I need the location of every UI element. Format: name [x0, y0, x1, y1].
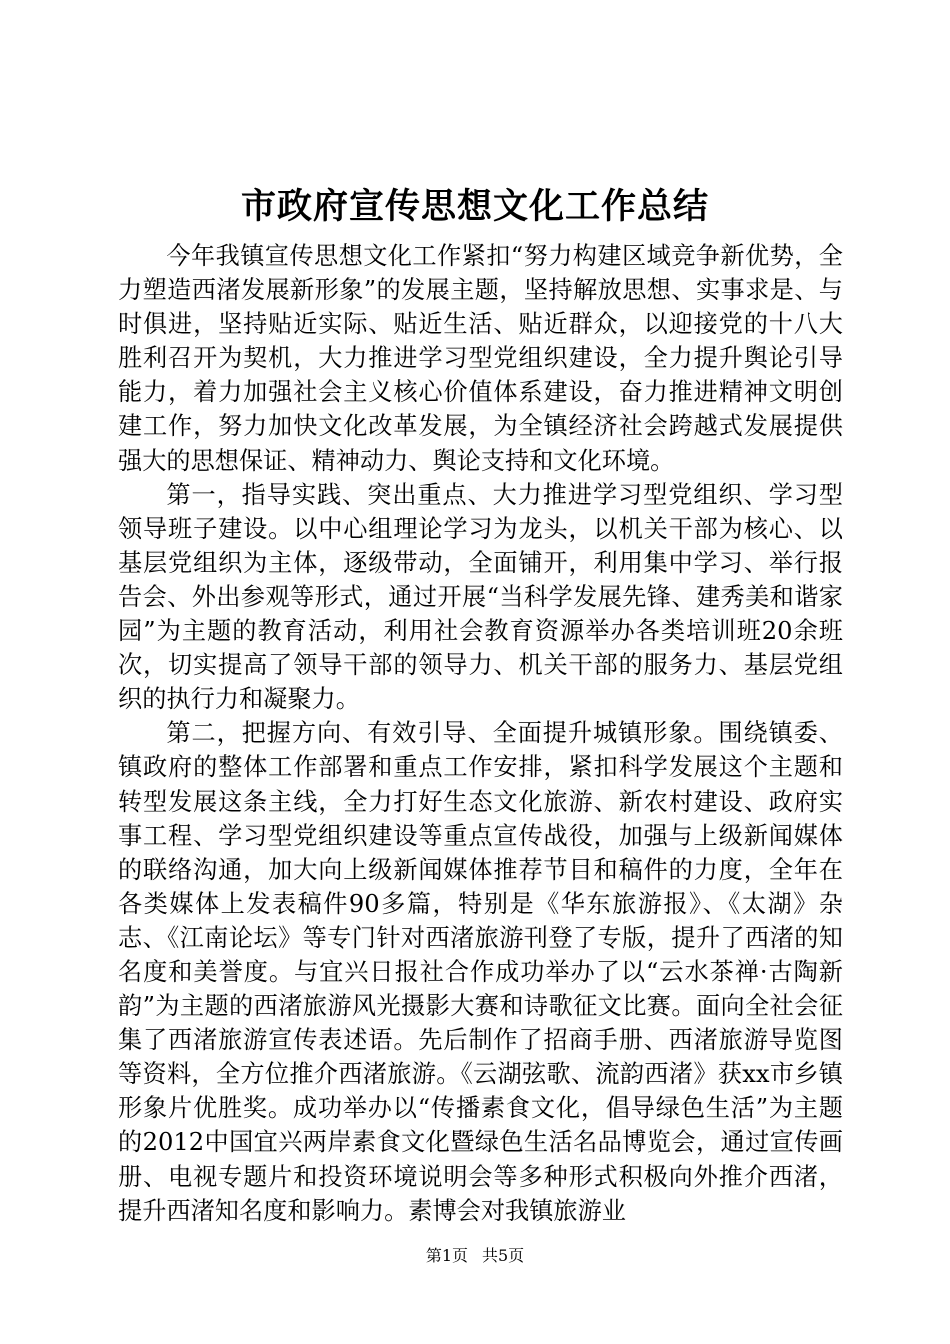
paragraph-first-point: 第一，指导实践、突出重点、大力推进学习型党组织、学习型领导班子建设。以中心组理论学习为龙头，以机关干部为核心、以基层党组织为主体，逐级带动，全面铺开，利用集中学习、举行报告会、外出参观等形式，通过开展“当科学发展先锋、建秀美和谐家园”为主题的教育活动，利用社会教育资源举办各类培训班20余班次，切实提高了领导干部的领导力、机关干部的服务力、基层党组织的执行力和凝聚力。: [118, 480, 843, 714]
paragraph-intro: 今年我镇宣传思想文化工作紧扣“努力构建区域竞争新优势，全力塑造西渚发展新形象”的发展主题，坚持解放思想、实事求是、与时俱进，坚持贴近实际、贴近生活、贴近群众，以迎接党的十八大胜利召开为契机，大力推进学习型党组织建设，全力提升舆论引导能力，着力加强社会主义核心价值体系建设，奋力推进精神文明创建工作，努力加快文化改革发展，为全镇经济社会跨越式发展提供强大的思想保证、精神动力、舆论支持和文化环境。: [118, 242, 843, 475]
page-total: 共5页: [482, 1246, 525, 1265]
page-number: 第1页: [425, 1246, 468, 1265]
document-title: 市政府宣传思想文化工作总结: [240, 186, 709, 227]
page-footer: [0, 1246, 950, 1266]
document-body: [118, 239, 843, 1228]
paragraph-second-point: 第二，把握方向、有效引导、全面提升城镇形象。围绕镇委、镇政府的整体工作部署和重点工作安排，紧扣科学发展这个主题和转型发展这条主线，全力打好生态文化旅游、新农村建设、政府实事工程、学习型党组织建设等重点宣传战役，加强与上级新闻媒体的联络沟通，加大向上级新闻媒体推荐节目和稿件的力度，全年在各类媒体上发表稿件90多篇，特别是《华东旅游报》、《太湖》杂志、《江南论坛》等专门针对西渚旅游刊登了专版，提升了西渚的知名度和美誉度。与宜兴日报社合作成功举办了以“云水茶禅·古陶新韵”为主题的西渚旅游风光摄影大赛和诗歌征文比赛。面向全社会征集了西渚旅游宣传表述语。先后制作了招商手册、西渚旅游导览图等资料，全方位推介西渚旅游。《云湖弦歌、流韵西渚》获xx市乡镇形象片优胜奖。成功举办以“传播素食文化，倡导绿色生活”为主题的2012中国宜兴两岸素食文化暨绿色生活名品博览会，通过宣传画册、电视专题片和投资环境说明会等多种形式积极向外推介西渚，提升西渚知名度和影响力。素博会对我镇旅游业: [118, 719, 843, 1225]
